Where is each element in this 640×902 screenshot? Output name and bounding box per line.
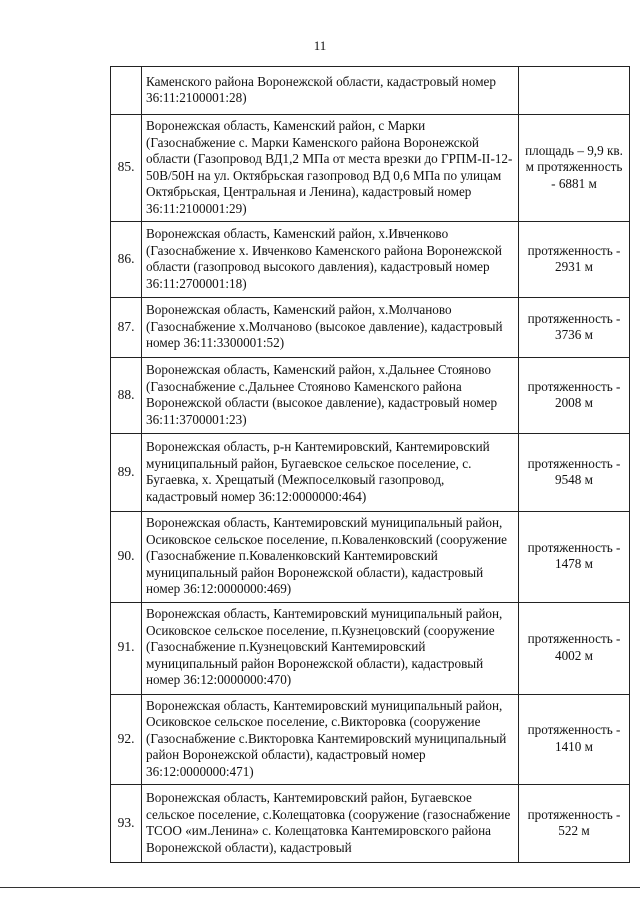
row-extent: протяженность - 1410 м bbox=[519, 694, 630, 785]
row-number: 89. bbox=[111, 434, 142, 512]
row-description: Воронежская область, Кантемировский район, Бугаевское сельское поселение, с.Колещатовка (сооружение (газоснабжение ТСОО «им.Ленина» с. Колещатовка Кантемировского района Воронежской области), кадастровый bbox=[142, 785, 519, 863]
row-extent: протяженность - 522 м bbox=[519, 785, 630, 863]
row-extent: протяженность - 9548 м bbox=[519, 434, 630, 512]
row-number: 93. bbox=[111, 785, 142, 863]
table-row bbox=[111, 694, 630, 785]
table-row bbox=[111, 434, 630, 512]
row-number bbox=[111, 67, 142, 115]
property-registry-table bbox=[110, 66, 630, 863]
row-extent: протяженность - 1478 м bbox=[519, 512, 630, 603]
table-row bbox=[111, 512, 630, 603]
row-number: 90. bbox=[111, 512, 142, 603]
row-number: 87. bbox=[111, 298, 142, 358]
table-row bbox=[111, 785, 630, 863]
row-number: 86. bbox=[111, 222, 142, 298]
page-number: 11 bbox=[313, 38, 327, 53]
row-extent: протяженность - 2931 м bbox=[519, 222, 630, 298]
row-description: Воронежская область, Каменский район, х.Ивченково (Газоснабжение х. Ивченково Каменского района Воронежской области (газопровод высокого давления), кадастровый номер 36:11:2700001:18) bbox=[142, 222, 519, 298]
row-description: Воронежская область, Каменский район, с Марки (Газоснабжение с. Марки Каменского района Воронежской области (Газопровод ВД1,2 МПа от места врезки до ГРПМ-II-12-50В/50Н на ул. Октябрьская газопровод ВД 0,6 МПа по улицам Октябрьская, Центральная и Ленина), кадастровый номер 36:11:2100001:29) bbox=[142, 115, 519, 222]
row-extent bbox=[519, 67, 630, 115]
table-row bbox=[111, 115, 630, 222]
row-description: Воронежская область, Кантемировский муниципальный район, Осиковское сельское поселение, п.Кузнецовский (сооружение (Газоснабжение п.Кузнецовский Кантемировский муниципальный район Воронежской области), кадастровый номер 36:12:0000000:470) bbox=[142, 602, 519, 694]
row-number: 88. bbox=[111, 358, 142, 434]
table-row bbox=[111, 358, 630, 434]
row-extent: протяженность - 3736 м bbox=[519, 298, 630, 358]
row-extent: протяженность - 2008 м bbox=[519, 358, 630, 434]
table-row bbox=[111, 298, 630, 358]
row-description: Воронежская область, р-н Кантемировский, Кантемировский муниципальный район, Бугаевское сельское поселение, с. Бугаевка, х. Хрещатый (Межпоселковый газопровод, кадастровый номер 36:12:0000000:464) bbox=[142, 434, 519, 512]
table-row bbox=[111, 67, 630, 115]
page-bottom-rule bbox=[0, 887, 640, 888]
table-row bbox=[111, 222, 630, 298]
row-description: Воронежская область, Кантемировский муниципальный район, Осиковское сельское поселение, п.Коваленковский (сооружение (Газоснабжение п.Коваленковский Кантемировский муниципальный район Воронежской области), кадастровый номер 36:12:0000000:469) bbox=[142, 512, 519, 603]
row-number: 92. bbox=[111, 694, 142, 785]
row-description: Воронежская область, Кантемировский муниципальный район, Осиковское сельское поселение, с.Викторовка (сооружение (Газоснабжение с.Викторовка Кантемировский муниципальный район Воронежской области), кадастровый номер 36:12:0000000:471) bbox=[142, 694, 519, 785]
row-extent: протяженность - 4002 м bbox=[519, 602, 630, 694]
row-description: Воронежская область, Каменский район, х.Дальнее Стояново (Газоснабжение с.Дальнее Стояново Каменского района Воронежской области (высокое давление), кадастровый номер 36:11:3700001:23) bbox=[142, 358, 519, 434]
row-number: 85. bbox=[111, 115, 142, 222]
table-row bbox=[111, 602, 630, 694]
row-description: Каменского района Воронежской области, кадастровый номер 36:11:2100001:28) bbox=[142, 67, 519, 115]
row-extent: площадь – 9,9 кв. м протяженность - 6881 м bbox=[519, 115, 630, 222]
row-number: 91. bbox=[111, 602, 142, 694]
row-description: Воронежская область, Каменский район, х.Молчаново (Газоснабжение х.Молчаново (высокое давление), кадастровый номер 36:11:3300001:52) bbox=[142, 298, 519, 358]
